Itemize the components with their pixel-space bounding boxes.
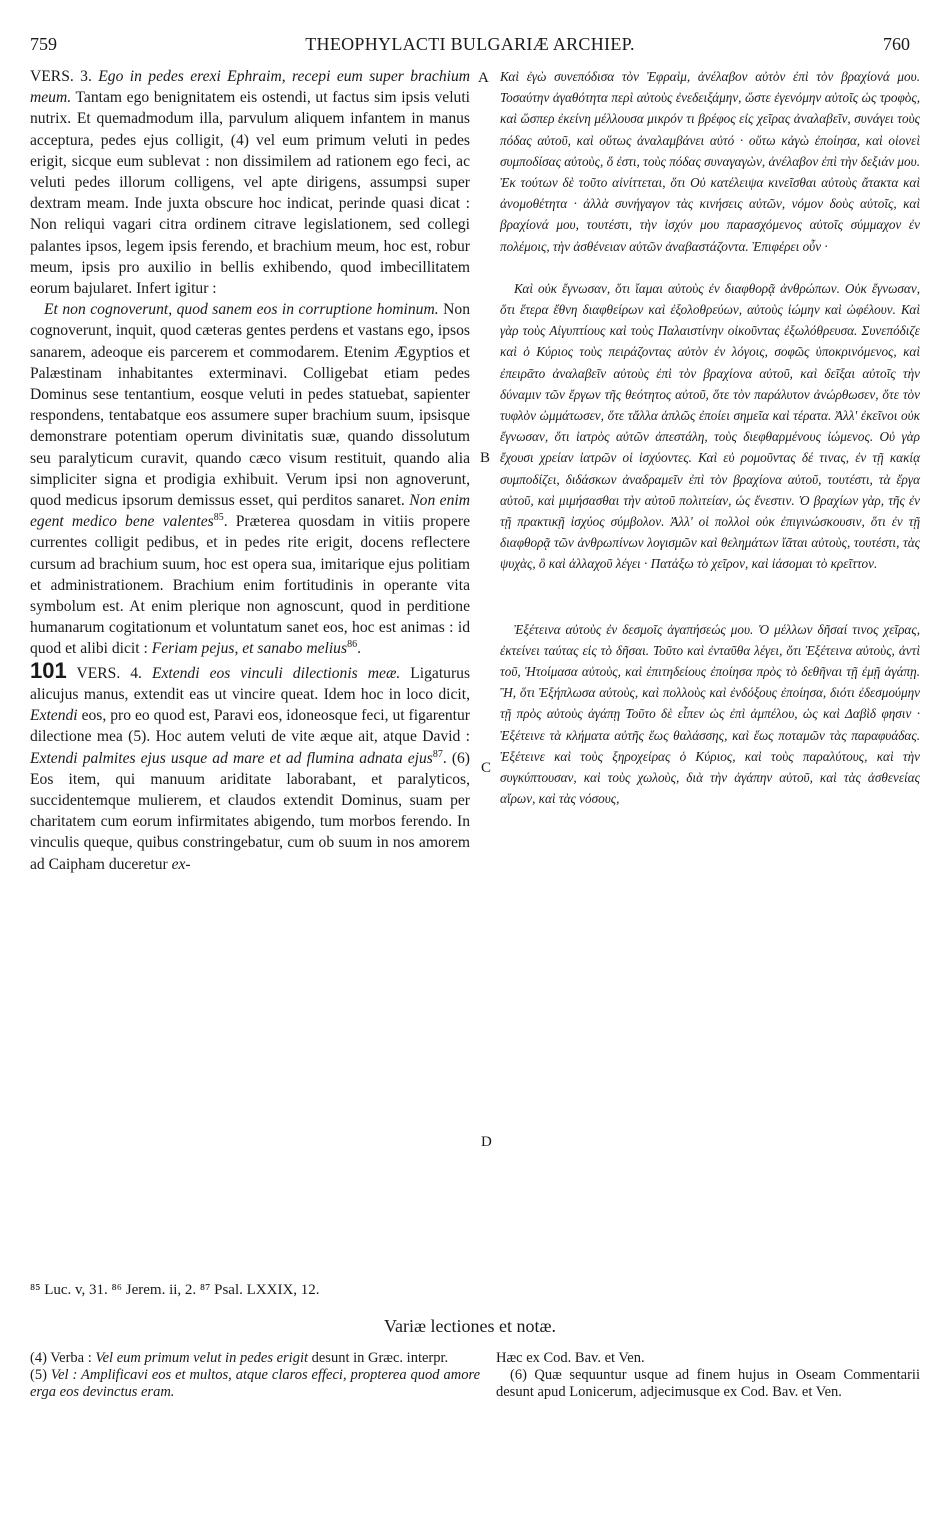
scripture-quote: Extendi palmites ejus usque ad mare et ad flumina adnata ejus — [30, 749, 433, 767]
scripture-quote: Feriam pejus, et sanabo melius — [151, 640, 348, 658]
hyphenated-word: ex- — [171, 855, 191, 873]
commentary-text: . Præterea quosdam in vitiis propere currentes colligit pedibus, et in pedes rite erigit, docens reflectere cursum ad brachium suum, hoc est opera sua, imitarique ejus politiam et administrationem. Brachium enim fortitudinis in operante vita symbolum est. At enim plerique non agnoscunt, quod in perditione humanarum cogitationum et voluntatum sanet eos, hoc est animas : id quod et alibi dicit : — [30, 513, 470, 658]
punctuation: . — [357, 640, 361, 658]
page-number-right: 760 — [883, 34, 910, 54]
margin-marker-d: D — [481, 1134, 492, 1150]
margin-marker-b: B — [480, 450, 491, 466]
notes-title: Variæ lectiones et notæ. — [384, 1316, 556, 1336]
latin-column — [30, 66, 470, 875]
verse-quote: Extendi — [30, 707, 78, 725]
note-quote: Vel : Amplificavi eos et multos, atque claros effeci, propterea quod amore erga eos devinctus eram. — [30, 1367, 481, 1400]
footnote-ref: 85 — [213, 512, 224, 524]
latin-paragraph-3 — [30, 657, 471, 875]
footnote-ref: 86 — [347, 639, 358, 651]
page-number-left: 759 — [30, 34, 57, 54]
greek-paragraph-2: Καὶ οὐκ ἔγνωσαν, ὅτι ἴαμαι αὐτοὺς ἐν διαφθορᾷ ἀνθρώπων. Οὐκ ἔγνωσαν, ὅτι ἕτερα ἔθνη διαφθείρων καὶ ἐξολοθρεύων, αὐτοὺς ἰώμην καὶ ὠφέλουν. Καὶ γὰρ τοὺς Αἰγυπτίους καὶ τοὺς Παλαιστίνην οἰκοῦντας ἐξωλόθρευσα. Συνεπόδιζε καὶ ὁ Κύριος τοὺς πειράζοντας αὐτὸν ἐν λόγοις, σοφῶς ὑποκρινόμενος, καὶ ἐπειρᾶτο ἀναλαβεῖν αὐτοὺς ἐπὶ τὸν βραχίονα αὐτοῦ, καὶ δεῖξαι αὐτοῖς τὴν δύναμιν τῶν ἔργων τῆς θεότητος αὐτοῦ, ὅτε τὸν παράλυτον ἀνώρθωσεν, ὅτε τὸν τυφλὸν ὠμμάτωσεν, ὅτε τἄλλα ἁπλῶς ἐποίει σημεῖα καὶ τέρατα. Ἀλλ' ἐκεῖνοι οὐκ ἔγνωσαν, ὅτι ἰατρὸς αὐτῶν ἀπεστάλη, τοὺς διεφθαρμένους ἰώμενος. Οὐ γὰρ ἔχουσι χρείαν ἰατρῶν οἱ ἰσχύοντες. Καὶ εὐ ρομοῦντας δέ τινας, ἐν τῇ κακίᾳ συμποδίζει, διδάσκων ἀναδραμεῖν ἐπὶ τὸν βραχίονα αὐτοῦ, τουτέστι, τὰ ἔργα αὐτοῦ, καὶ μιμήσασθαι τὴν αὐτοῦ πολιτείαν, ὡς ἔνεστιν. Ὁ βραχίων γὰρ, τῆς ἐν τῇ πρακτικῇ ἰσχύος σύμβολον. Ἀλλ' οἱ πολλοὶ οὐκ ἐπιγινώσκουσιν, ὅτι ἐν τῇ διαφθορᾷ τῶν ἀνθρωπίνων λογισμῶν καὶ θελημάτων ἴᾶται αὐτοὺς, τουτέστι, τὰς ψυχὰς, ὃ καὶ ἀλλαχοῦ λέγει · Πατάξω τὸ χεῖρον, καὶ ἰάσομαι τὸ κρεῖττον. — [500, 280, 920, 572]
verse-label: VERS. 3. — [30, 68, 92, 85]
greek-paragraph-1: Καὶ ἐγὼ συνεπόδισα τὸν Ἐφραὶμ, ἀνέλαβον αὐτὸν ἐπὶ τὸν βραχίονά μου. Τοσαύτην ἀγαθότητα περὶ αὐτοὺς ἐνεδειξάμην, ὥστε ἐγενόμην αὐτοῖς ὡς τροφὸς, καὶ ὥσπερ ἐκείνη μέλλουσα μικρόν τι βρέφος εἰς χεῖρας ἀναλαβεῖν, συνάγει τοὺς πόδας αὐτοῦ, καὶ οὕτως ἀναλαμβάνει αὐτό · οὕτω κἀγὼ ἐποίησα, καὶ οἱονεὶ συμποδίσας αὐτοὺς, ὅ ἐστι, τοὺς πόδας συναγαγὼν, ἀνέλαβον ἐπὶ τὴν δεξιάν μου. Ἐκ τούτων δὲ τοῦτο αἰνίττεται, ὅτι Οὐ κατέλειψα κινεῖσθαι αὐτοὺς ἄτακτα καὶ ἀνομοθέτητα · ἀλλὰ συνήγαγον τὰς κινήσεις αὐτῶν, νόμον δοὺς αὐτοῖς, καὶ βραχίονά μου, τουτέστι, τὴν ἰσχύν μου παρασχόμενος αὐτοῖς σύμμαχον ἐν πολέμοις, τὴν ἀσθένειαν αὐτῶν ἀναβαστάζοντα. Ἐπιφέρει οὖν · — [500, 69, 920, 254]
notes-left — [30, 1350, 480, 1401]
greek-paragraph-3: Ἐξέτεινα αὐτοὺς ἐν δεσμοῖς ἀγαπήσεώς μου. Ὁ μέλλων δῆσαί τινος χεῖρας, ἐκτείνει ταύτας εἰς τὸ δῆσαι. Τοῦτο καὶ ἐνταῦθα λέγει, ὅτι Ἐξέτεινα αὐτοὺς, ἀντὶ τοῦ, Ἡτοίμασα αὐτοὺς, καὶ ἐπιτηδείους ἐποίησα πρὸς τὸ δεθῆναι τῇ ἐμῇ ἀγάπῃ. Ἢ, ὅτι Ἐξήπλωσα αὐτοὺς, καὶ πολλοὺς καὶ ἐνδόξους ἐποίησα, διότι ἐδεσμούμην τῇ πρὸς αὐτοὺς ἀγάπῃ Τοῦτο δὲ εἶπεν ὡς ἐπὶ ἀμπέλου, ὡς καὶ Δαβὶδ φησιν · Ἐξέτεινε τὰ κλήματα αὐτῆς ἕως θαλάσσης, καὶ ἕως ποταμῶν τὰς παραφυάδας. Ἐξέτεινε καὶ τοὺς ξηροχείρας ὁ Κύριος, καὶ τοὺς παραλύτους, καὶ τὴν συγκύπτουσαν, καὶ τοὺς χωλοὺς, διὰ τὴν ἀγάπην αὐτοῦ, καὶ τὰς ἀσθενείας αἴρων, καὶ τὰς νόσους, — [500, 621, 920, 807]
margin-marker-c: C — [481, 760, 492, 776]
verse-quote: Ego in pedes erexi Ephraim, recepi eum super brachium meum. — [30, 68, 471, 107]
margin-marker-a: A — [478, 70, 489, 86]
scripture-quote: Non enim egent medico bene valentes — [30, 492, 470, 531]
note-label: (5) — [30, 1367, 47, 1383]
greek-column — [500, 66, 920, 810]
note-4 — [30, 1350, 480, 1367]
note-5-continued: Hæc ex Cod. Bav. et Ven. — [496, 1350, 645, 1366]
latin-paragraph-2 — [30, 299, 470, 659]
commentary-text: Ligaturus alicujus manus, extendit eas ut vincire queat. Idem hoc in loco dicit, — [30, 664, 471, 703]
footnote-ref: 87 — [432, 748, 443, 760]
running-title: THEOPHYLACTI BULGARIÆ ARCHIEP. — [305, 34, 635, 54]
note-5 — [30, 1367, 480, 1401]
verse-quote: Et non cognoverunt, quod sanem eos in corruptione hominum. — [44, 301, 439, 319]
verse-label: VERS. 4. — [76, 664, 142, 682]
commentary-text: Non cognoverunt, inquit, quod cæteras gentes perdens et vastans ego, ipsos sanarem, adeoque eis parcerem et commodarem. Etenim Ægyptios et Palæstinam inhabitantes exterminavi. Colligebat etiam pedes Dominus sese tentantium, eosque veluti in pedes statuebat, sapienter respondens, tentabatque eos assumere super brachium suum, ipsisque demonstrare potentiam operum divinitatis suæ, quando dissolutum seu paralyticum curavit, quando cæco visum restituit, quando alia simpliciter signa et prodigia exhibuit. Verum ipsi non agnoverunt, quod medicus ipsorum demissus esset, qui perditos sanaret. — [30, 301, 470, 510]
footnote-references: ⁸⁵ Luc. v, 31. ⁸⁶ Jerem. ii, 2. ⁸⁷ Psal. LXXIX, 12. — [30, 1282, 320, 1298]
commentary-text: eos, pro eo quod est, Paravi eos, idoneosque feci, ut figarentur dilectione mea (5). Hoc autem veluti de vite æque ait, atque David : — [30, 707, 470, 746]
latin-paragraph-1 — [30, 66, 470, 299]
note-text: desunt in Græc. interpr. — [311, 1350, 449, 1366]
note-label: (4) Verba : — [30, 1350, 92, 1366]
commentary-text: . (6) Eos item, qui manuum ariditate laborabant, et paralyticos, succidentemque mulierem, et claudos extendit Dominus, suam per charitatem cum eorum infirmitates abigendo, tum morbos ferendo. In vinculis queque, quibus constringebatur, cum ob suum in nos amorem ad Caipham duceretur — [30, 749, 470, 873]
notes-right — [496, 1350, 920, 1401]
note-quote: Vel eum primum velut in pedes erigit — [95, 1350, 308, 1366]
page-header — [30, 34, 910, 58]
commentary-text: Tantam ego benignitatem eis ostendi, ut factus sim ipsis veluti nutrix. Et quemadmodum illa, parvulum aliquem infantem in manus acceptura, pedes ejus colligit, (4) vel eum primum veluti in pedes erigit, sicque eum sublevat : non dissimilem ad rationem ego feci, ac veluti pedes illorum colligens, vel apte dirigens, assumpsi super dextram meam. Inde juxta obscure hoc indicat, perinde quasi dicat : Non reliqui vagari citra ordinem citrave legislationem, sed collegi palantes ipsos, legem ipsis ferendo, et brachium meum, hoc est, robur meum, ipsis pro auxilio in bellis exhibendo, quod imbecillitatem eorum bajularet. Infert igitur : — [30, 89, 470, 298]
verse-quote: Extendi eos vinculi dilectionis meæ. — [151, 664, 401, 682]
note-6: (6) Quæ sequuntur usque ad finem hujus in Oseam Commentarii desunt apud Lonicerum, adjecimusque ex Cod. Bav. et Ven. — [496, 1367, 920, 1400]
section-number: 101 — [30, 657, 67, 683]
